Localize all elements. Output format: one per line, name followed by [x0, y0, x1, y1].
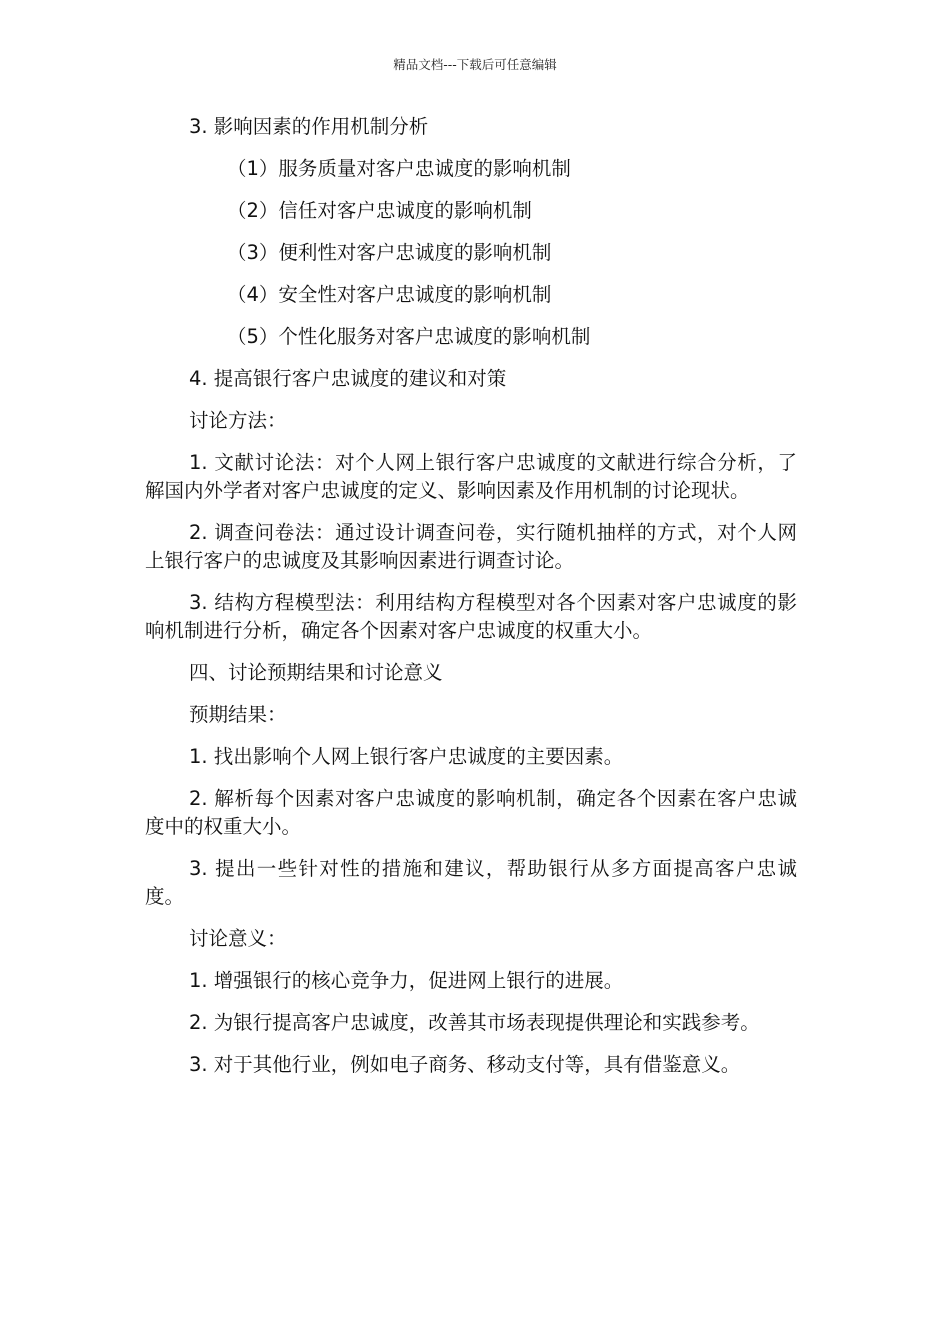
significance-item: 2. 为银行提高客户忠诚度，改善其市场表现提供理论和实践参考。	[189, 1011, 760, 1034]
result-item: 1. 找出影响个人网上银行客户忠诚度的主要因素。	[189, 745, 624, 768]
list-item: （2）信任对客户忠诚度的影响机制	[227, 199, 532, 222]
section-label-significance: 讨论意义：	[189, 927, 287, 950]
list-item: （4）安全性对客户忠诚度的影响机制	[227, 283, 552, 306]
list-item: （3）便利性对客户忠诚度的影响机制	[227, 241, 552, 264]
list-item: （1）服务质量对客户忠诚度的影响机制	[227, 157, 571, 180]
method-paragraph: 1. 文献讨论法：对个人网上银行客户忠诚度的文献进行综合分析，了解国内外学者对客户忠诚度的定义、影响因素及作用机制的讨论现状。	[145, 451, 797, 502]
section-heading-results-significance: 四、讨论预期结果和讨论意义	[189, 661, 443, 684]
section-heading-suggestions: 4. 提高银行客户忠诚度的建议和对策	[189, 367, 507, 390]
significance-item: 1. 增强银行的核心竞争力，促进网上银行的进展。	[189, 969, 624, 992]
method-paragraph: 2. 调查问卷法：通过设计调查问卷，实行随机抽样的方式，对个人网上银行客户的忠诚度及其影响因素进行调查讨论。	[145, 521, 797, 572]
list-item: （5）个性化服务对客户忠诚度的影响机制	[227, 325, 591, 348]
result-item: 3. 提出一些针对性的措施和建议，帮助银行从多方面提高客户忠诚度。	[145, 857, 797, 908]
section-label-methods: 讨论方法：	[189, 409, 287, 432]
significance-item: 3. 对于其他行业，例如电子商务、移动支付等，具有借鉴意义。	[189, 1053, 741, 1076]
page-header: 精品文档---下载后可任意编辑	[393, 57, 557, 72]
method-paragraph: 3. 结构方程模型法：利用结构方程模型对各个因素对客户忠诚度的影响机制进行分析，确定各个因素对客户忠诚度的权重大小。	[145, 591, 797, 642]
section-label-expected-results: 预期结果：	[189, 703, 287, 726]
document-body	[145, 113, 797, 1093]
result-item: 2. 解析每个因素对客户忠诚度的影响机制，确定各个因素在客户忠诚度中的权重大小。	[145, 787, 797, 838]
section-heading-mechanism-analysis: 3. 影响因素的作用机制分析	[189, 115, 429, 138]
